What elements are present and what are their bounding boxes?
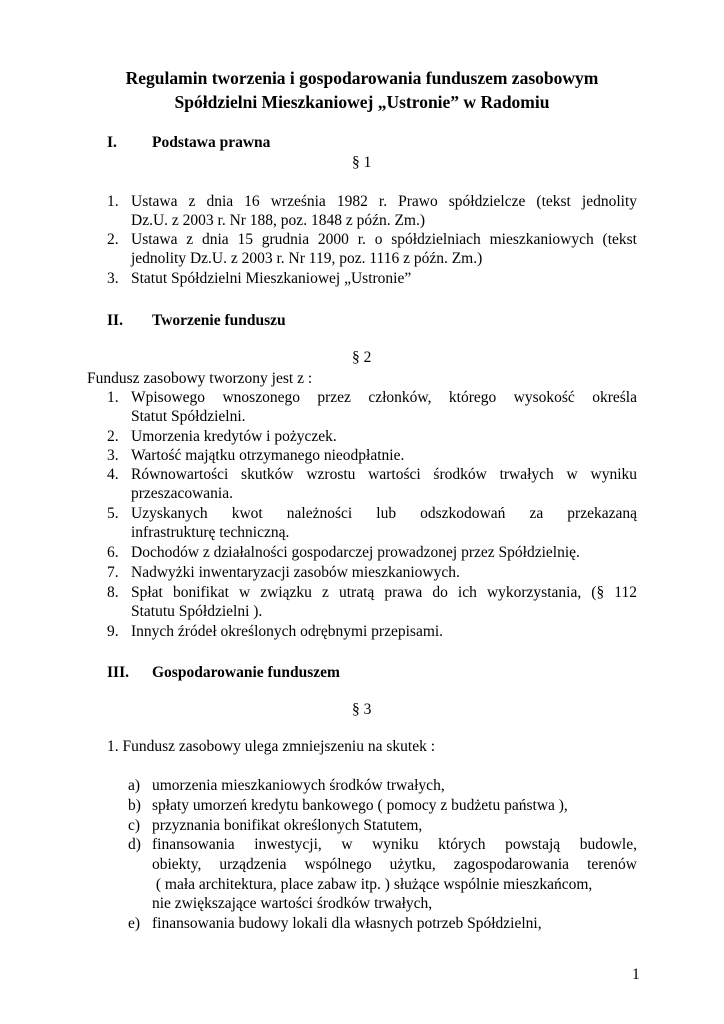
- list-item-line: Ustawa z dnia 16 września 1982 r. Prawo spółdzielcze (tekst jednolity: [131, 193, 637, 210]
- list-item-number: 6.: [107, 544, 119, 561]
- list-item-number: 9.: [107, 623, 119, 640]
- section-3-paragraph-mark: § 3: [352, 701, 372, 718]
- list-item-line: obiekty, urządzenia wspólnego użytku, zagospodarowania terenów: [152, 856, 637, 873]
- section-1-numeral: I.: [107, 134, 117, 151]
- list-item-line: Umorzenia kredytów i pożyczek.: [131, 428, 337, 445]
- list-item-letter: c): [128, 817, 141, 834]
- list-item-line: Dz.U. z 2003 r. Nr 188, poz. 1848 z późn. Zm.): [131, 212, 426, 229]
- list-item-line: Uzyskanych kwot należności lub odszkodowań za przekazaną: [131, 505, 637, 522]
- list-item-line: Ustawa z dnia 15 grudnia 2000 r. o spółdzielniach mieszkaniowych (tekst: [131, 231, 637, 248]
- list-item-line: jednolity Dz.U. z 2003 r. Nr 119, poz. 1116 z późn. Zm.): [131, 250, 483, 267]
- list-item-letter: a): [128, 777, 141, 794]
- list-item-line: Statut Spółdzielni.: [131, 408, 246, 425]
- list-item-number: 3.: [107, 270, 119, 287]
- list-item-letter: e): [128, 915, 141, 932]
- list-item-line: infrastrukturę techniczną.: [131, 524, 290, 541]
- list-item-line: Statutu Spółdzielni ).: [131, 603, 263, 620]
- list-item-number: 3.: [107, 447, 119, 464]
- section-1-heading: Podstawa prawna: [152, 134, 271, 151]
- section-3-intro: 1. Fundusz zasobowy ulega zmniejszeniu na skutek :: [107, 738, 436, 755]
- list-item-number: 5.: [107, 505, 119, 522]
- document-title-line-1: Regulamin tworzenia i gospodarowania funduszem zasobowym: [125, 68, 599, 88]
- list-item-number: 2.: [107, 231, 119, 248]
- list-item-number: 7.: [107, 564, 119, 581]
- list-item-line: Innych źródeł określonych odrębnymi przepisami.: [131, 623, 444, 640]
- list-item-line: Dochodów z działalności gospodarczej prowadzonej przez Spółdzielnię.: [131, 544, 580, 561]
- list-item-line: spłaty umorzeń kredytu bankowego ( pomocy z budżetu państwa ),: [152, 797, 568, 814]
- list-item-number: 8.: [107, 584, 119, 601]
- list-item-number: 2.: [107, 428, 119, 445]
- list-item-line: finansowania inwestycji, w wyniku których powstają budowle,: [152, 836, 637, 853]
- section-2-heading: Tworzenie funduszu: [152, 312, 286, 329]
- list-item-line: przeszacowania.: [131, 485, 233, 502]
- section-2-paragraph-mark: § 2: [352, 349, 372, 366]
- list-item-line: nie zwiększające wartości środków trwałych,: [152, 895, 433, 912]
- list-item-line: Spłat bonifikat w związku z utratą prawa do ich wykorzystania, (§ 112: [131, 584, 637, 601]
- list-item-line: Wartość majątku otrzymanego nieodpłatnie.: [131, 447, 405, 464]
- list-item-line: Nadwyżki inwentaryzacji zasobów mieszkaniowych.: [131, 564, 460, 581]
- list-item-number: 4.: [107, 466, 119, 483]
- list-item-line: Statut Spółdzielni Mieszkaniowej „Ustronie”: [131, 270, 412, 287]
- list-item-number: 1.: [107, 193, 119, 210]
- section-3-heading: Gospodarowanie funduszem: [152, 664, 340, 681]
- list-item-number: 1.: [107, 389, 119, 406]
- section-3-numeral: III.: [107, 664, 129, 681]
- document-title-line-2: Spółdzielni Mieszkaniowej „Ustronie” w Radomiu: [174, 92, 550, 112]
- list-item-letter: b): [128, 797, 141, 814]
- section-2-intro: Fundusz zasobowy tworzony jest z :: [87, 370, 313, 387]
- page-number: 1: [632, 966, 640, 983]
- list-item-line: Równowartości skutków wzrostu wartości środków trwałych w wyniku: [131, 466, 637, 483]
- list-item-line: umorzenia mieszkaniowych środków trwałych,: [152, 777, 445, 794]
- list-item-line: ( mała architektura, place zabaw itp. ) służące wspólnie mieszkańcom,: [152, 876, 593, 893]
- list-item-line: finansowania budowy lokali dla własnych potrzeb Spółdzielni,: [152, 915, 542, 932]
- list-item-line: przyznania bonifikat określonych Statutem,: [152, 817, 423, 834]
- list-item-line: Wpisowego wnoszonego przez członków, którego wysokość określa: [131, 389, 637, 406]
- section-2-numeral: II.: [107, 312, 123, 329]
- section-1-paragraph-mark: § 1: [352, 154, 372, 171]
- list-item-letter: d): [128, 836, 141, 853]
